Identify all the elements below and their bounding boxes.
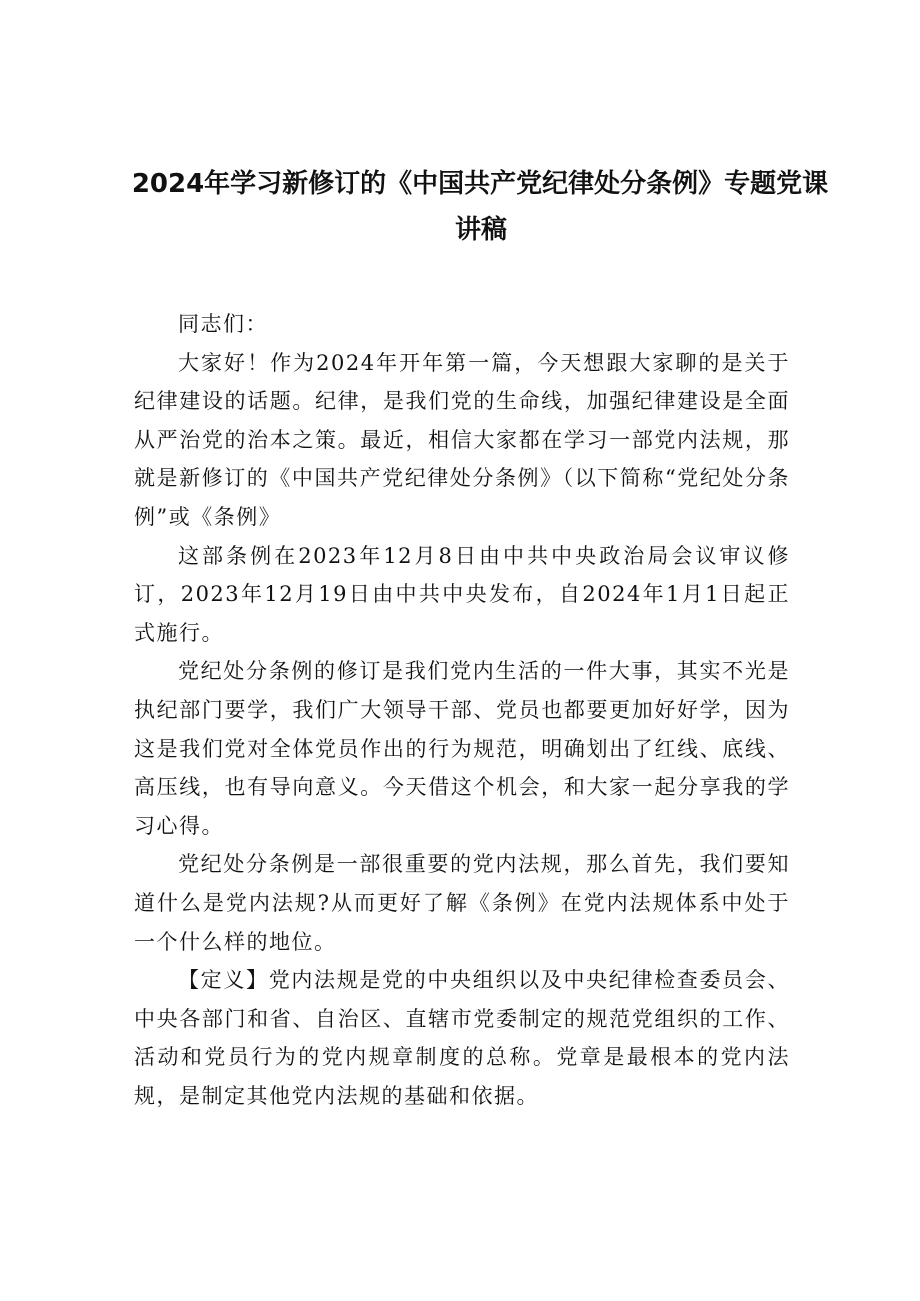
definition-paragraph: 【定义】党内法规是党的中央组织以及中央纪律检查委员会、中央各部门和省、自治区、直辖市党委制定的规范党组织的工作、活动和党员行为的党内规章制度的总称。党章是最根本的党内法规，是制定其他党内法规的基础和依据。: [134, 968, 790, 1108]
body-paragraph: 这部条例在2023年12月8日由中共中央政治局会议审议修订，2023年12月19日由中共中央发布，自2024年1月1日起正式施行。: [134, 543, 790, 645]
title-line-1: 2024年学习新修订的《中国共产党纪律处分条例》专题党课: [131, 169, 829, 199]
body-paragraph: 大家好！作为2024年开年第一篇，今天想跟大家聊的是关于纪律建设的话题。纪律，是我们党的生命线，加强纪律建设是全面从严治党的治本之策。最近，相信大家都在学习一部党内法规，那就是新修订的《中国共产党纪律处分条例》（以下简称“党纪处分条例”或《条例》: [134, 350, 790, 529]
document-body: [134, 305, 790, 1115]
title-line-2: 讲稿: [454, 215, 507, 245]
body-paragraph: 党纪处分条例的修订是我们党内生活的一件大事，其实不光是执纪部门要学，我们广大领导干部、党员也都要更加好好学，因为这是我们党对全体党员作出的行为规范，明确划出了红线、底线、高压线，也有导向意义。今天借这个机会，和大家一起分享我的学习心得。: [134, 659, 790, 838]
salutation-paragraph: 同志们：: [178, 312, 268, 336]
document-title: [0, 162, 920, 252]
body-paragraph: 党纪处分条例是一部很重要的党内法规，那么首先，我们要知道什么是党内法规?从而更好了解《条例》在党内法规体系中处于一个什么样的地位。: [134, 852, 790, 954]
